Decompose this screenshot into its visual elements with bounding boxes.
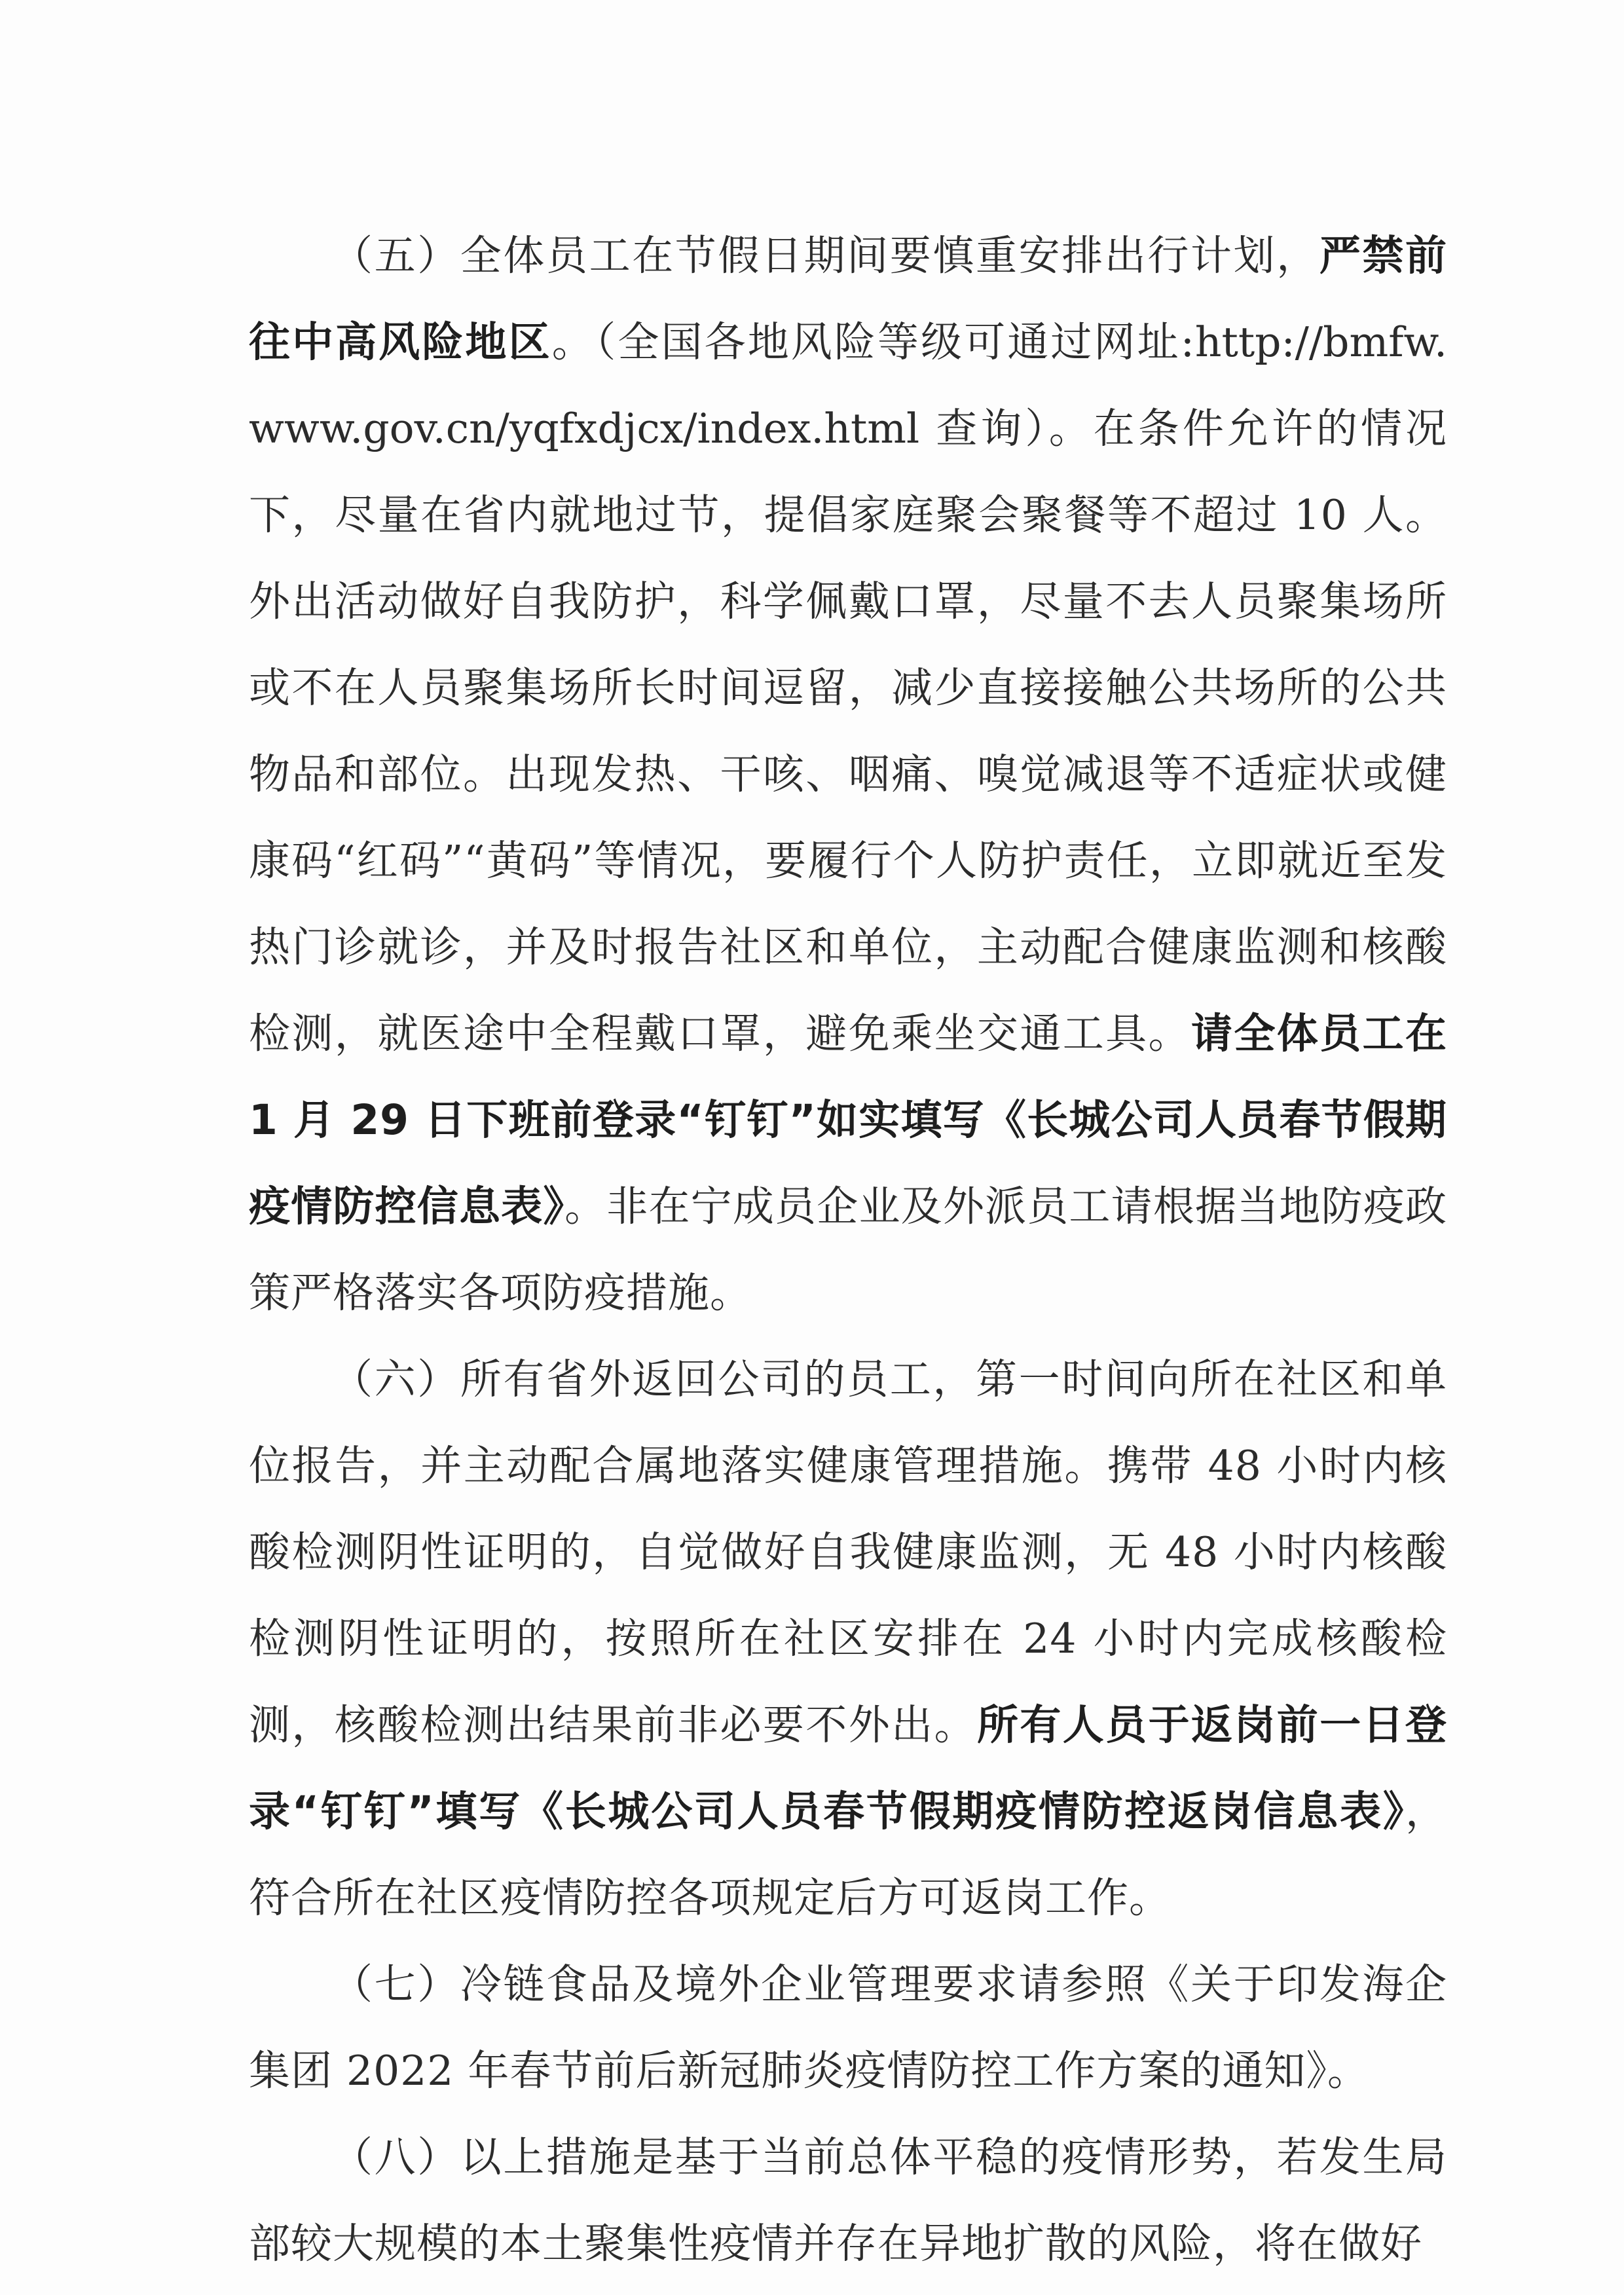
p6-seg-2: ，符合所在社区疫情防控各项规定后方可返岗工作。 <box>249 1788 1447 1922</box>
document-body <box>249 213 1447 2287</box>
p5-seg-4: 查询）。在条件允许的情况下，尽量在省内就地过节，提倡家庭聚会聚餐等不超过 10 人。外出活动做好自我防护，科学佩戴口罩，尽量不去人员聚集场所或不在人员聚集场所长时间逗留，减少直接接触公共场所的公共物品和部位。出现发热、干咳、咽痛、嗅觉减退等不适症状或健康码“红码”“黄码”等情况，要履行个人防护责任，立即就近至发热门诊就诊，并及时报告社区和单位，主动配合健康监测和核酸检测，就医途中全程戴口罩，避免乘坐交通工具。 <box>249 405 1447 1057</box>
p6-seg-1-bold: 所有人员于返岗前一日登录“钉钉”填写《长城公司人员春节假期疫情防控返岗信息表》 <box>249 1701 1448 1835</box>
paragraph-8 <box>249 2114 1447 2287</box>
p8-seg-0: （八）以上措施是基于当前总体平稳的疫情形势，若发生局部较大规模的本土聚集性疫情并存在异地扩散的风险，将在做好 <box>249 2133 1447 2267</box>
p5-seg-0: （五）全体员工在节假日期间要慎重安排出行计划， <box>331 232 1320 280</box>
paragraph-7 <box>249 1941 1447 2114</box>
p5-seg-2: 。（全国各地风险等级可通过网址: <box>551 318 1195 366</box>
p7-seg-0: （七）冷链食品及境外企业管理要求请参照《关于印发海企集团 2022 年春节前后新冠肺炎疫情防控工作方案的通知》。 <box>249 1960 1447 2095</box>
p5-url-text: http://bmfw.www.gov.cn/yqfxdjcx/index.html <box>249 318 1447 452</box>
paragraph-6 <box>249 1336 1447 1941</box>
p5-seg-1-bold: 严禁前往中高风险地区 <box>249 232 1448 366</box>
paragraph-5 <box>249 213 1447 1336</box>
p6-seg-0: （六）所有省外返回公司的员工，第一时间向所在社区和单位报告，并主动配合属地落实健康管理措施。携带 48 小时内核酸检测阴性证明的，自觉做好自我健康监测，无 48 小时内核酸检测阴性证明的，按照所在社区安排在 24 小时内完成核酸检测，核酸检测出结果前非必要不外出。 <box>249 1355 1447 1749</box>
p5-seg-6: 。非在宁成员企业及外派员工请根据当地防疫政策严格落实各项防疫措施。 <box>249 1183 1448 1317</box>
p5-seg-5-bold: 请全体员工在 1 月 29 日下班前登录“钉钉”如实填写《长城公司人员春节假期疫情防控信息表》 <box>249 1010 1448 1230</box>
